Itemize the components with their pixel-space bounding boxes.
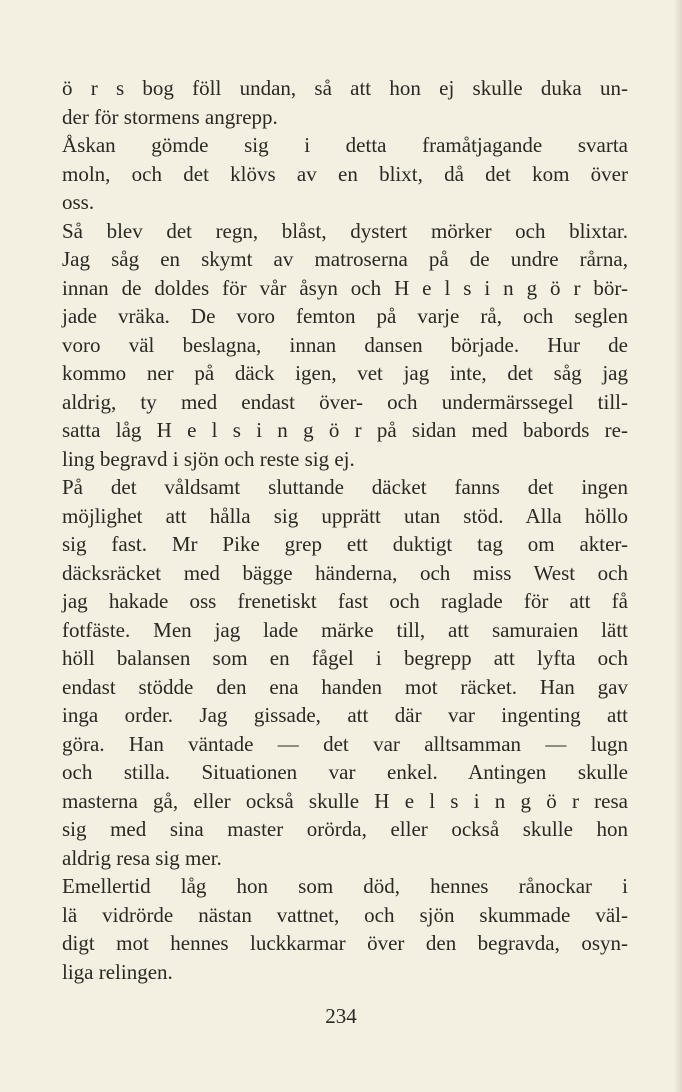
- text-line: aldrig, ty med endast över- och undermärssegel till-: [62, 389, 628, 414]
- text-line: Emellertid låg hon som död, hennes rånockar i: [62, 874, 628, 898]
- text-line: Så blev det regn, blåst, dystert mörker och blixtar.: [62, 218, 628, 243]
- page-edge-shadow: [674, 0, 682, 1092]
- text-line: innan de doldes för vår åsyn och H e l s i n g ö r bör-: [62, 275, 628, 300]
- body-text: [62, 74, 628, 986]
- text-line: moln, och det klövs av en blixt, då det kom över: [62, 161, 628, 186]
- text-line: inga order. Jag gissade, att där var ingenting att: [62, 703, 628, 727]
- text-line: digt mot hennes luckkarmar över den begravda, osyn-: [62, 931, 628, 955]
- text-line: Jag såg en skymt av matroserna på de undre rårna,: [62, 247, 628, 271]
- text-line: kommo ner på däck igen, vet jag inte, det såg jag: [62, 361, 628, 385]
- text-line: däcksräcket med bägge händerna, och miss West och: [62, 560, 628, 585]
- text-line: Åskan gömde sig i detta framåtjagande svarta: [62, 133, 628, 157]
- text-line: der för stormens angrepp.: [62, 104, 278, 129]
- text-line: göra. Han väntade — det var alltsamman — lugn: [62, 731, 628, 756]
- text-line: lä vidrörde nästan vattnet, och sjön skummade väl-: [62, 902, 628, 927]
- text-line: satta låg H e l s i n g ö r på sidan med babords re-: [62, 418, 628, 442]
- text-line: sig fast. Mr Pike grep ett duktigt tag om akter-: [62, 532, 628, 556]
- text-line: möjlighet att hålla sig upprätt utan stöd. Alla höllo: [62, 503, 628, 528]
- page-number: 234: [325, 1004, 357, 1028]
- text-line: ö r s bog föll undan, så att hon ej skulle duka un-: [62, 76, 628, 100]
- text-line: aldrig resa sig mer.: [62, 845, 222, 870]
- text-line: och stilla. Situationen var enkel. Antingen skulle: [62, 760, 628, 784]
- text-line: oss.: [62, 190, 95, 214]
- text-line: fotfäste. Men jag lade märke till, att samuraien lätt: [62, 617, 628, 642]
- text-line: endast stödde den ena handen mot räcket. Han gav: [62, 674, 628, 699]
- text-line: sig med sina master orörda, eller också skulle hon: [62, 817, 628, 841]
- text-line: höll balansen som en fågel i begrepp att lyfta och: [62, 646, 628, 670]
- text-line: ling begravd i sjön och reste sig ej.: [62, 446, 355, 471]
- text-line: voro väl beslagna, innan dansen började. Hur de: [62, 332, 628, 357]
- text-line: På det våldsamt sluttande däcket fanns det ingen: [62, 475, 628, 499]
- text-line: masterna gå, eller också skulle H e l s i n g ö r resa: [62, 788, 628, 813]
- text-line: jade vräka. De voro femton på varje rå, och seglen: [62, 304, 628, 328]
- text-line: liga relingen.: [62, 959, 173, 984]
- text-line: jag hakade oss frenetiskt fast och raglade för att få: [62, 589, 628, 613]
